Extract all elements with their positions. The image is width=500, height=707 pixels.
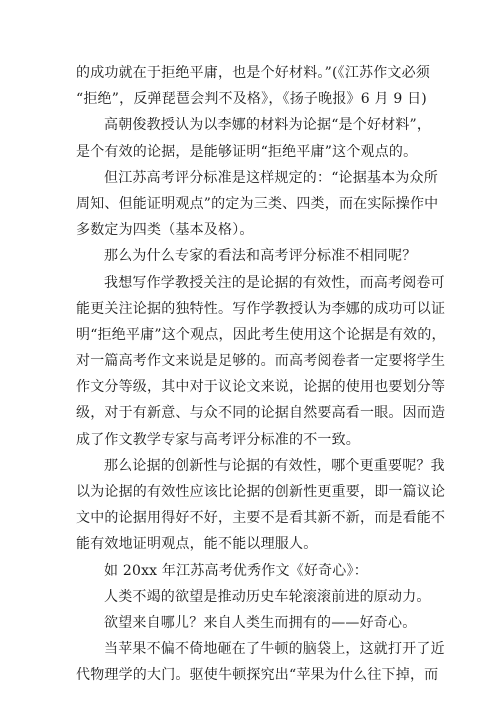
text-line: 能更关注论据的独特性。写作学教授认为李娜的成功可以证 [76,300,446,317]
text-line: 能有效地证明观点，能不能以理服人。 [76,536,318,553]
text-line: 的成功就在于拒绝平庸，也是个好材料。”(《江苏作文必须 [76,65,431,81]
text-line: 成了作文教学专家与高考评分标准的不一致。 [76,431,360,448]
text-line: 人类不竭的欲望是推动历史车轮滚滚前进的原动力。 [104,588,431,605]
text-line: 但江苏高考评分标准是这样规定的：“论据基本为众所 [104,169,438,186]
text-line: 明“拒绝平庸”这个观点，因此考生使用这个论据是有效的， [76,326,446,343]
text-line: 我想写作学教授关注的是论据的有效性，而高考阅卷可 [104,274,445,291]
text-line: 是个有效的论据，是能够证明“拒绝平庸”这个观点的。 [76,143,418,160]
text-line: 作文分等级，其中对于议论文来说，论据的使用也要划分等 [76,379,446,396]
text-line: 对一篇高考作文来说是足够的。而高考阅卷者一定要将学生 [76,353,446,370]
text-line: 当苹果不偏不倚地砸在了牛顿的脑袋上，这就打开了近 [104,641,445,658]
text-line: 周知、但能证明观点”的定为三类、四类，而在实际操作中 [76,195,439,212]
text-line: 文中的论据用得好不好，主要不是看其新不新，而是看能不 [76,510,446,527]
text-line: 级，对于有新意、与众不同的论据自然要高看一眼。因而造 [76,405,446,422]
text-line: “拒绝”，反弹琵琶会判不及格》，《扬子晚报》6 月 9 日) [76,91,427,108]
text-line: 以为论据的有效性应该比论据的创新性更重要，即一篇议论 [76,484,446,500]
text-line: 欲望来自哪儿？来自人类生而拥有的——好奇心。 [104,614,417,631]
text-line: 高朝俊教授认为以李娜的材料为论据“是个好材料”， [104,117,432,134]
text-line: 代物理学的大门。驱使牛顿探究出“苹果为什么往下掉，而 [76,667,439,684]
body-text [76,60,446,689]
text-line: 那么为什么专家的看法和高考评分标准不相同呢？ [104,248,417,265]
text-line: 如 20xx 年江苏高考优秀作文《好奇心》： [104,562,368,579]
text-line: 那么论据的创新性与论据的有效性，哪个更重要呢？我 [104,457,445,474]
text-line: 多数定为四类（基本及格）。 [76,222,254,239]
